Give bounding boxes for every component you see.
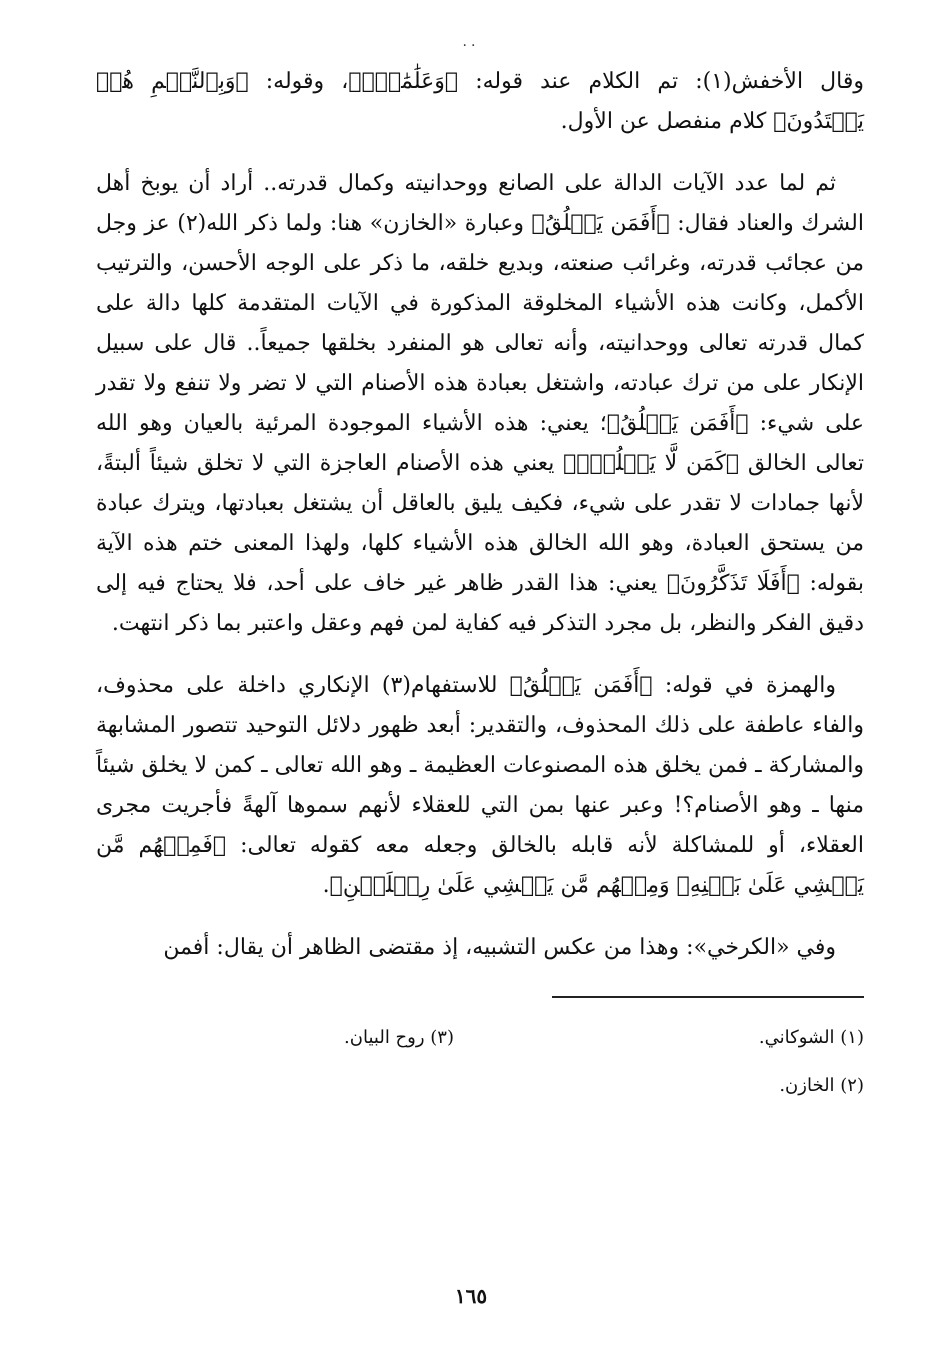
footnotes: [96, 1016, 864, 1112]
paragraph-1: وقال الأخفش(١): تم الكلام عند قوله: ﴿وَعَلَٰمَٰتٍۚ﴾، وقوله: ﴿وَبِٱلنَّجۡمِ هُمۡ يَهۡتَدُونَ﴾ كلام منفصل عن الأول.: [96, 69, 864, 134]
footnote-1: (١) الشوكاني.: [758, 1027, 864, 1048]
footnote-3: (٣) روح البيان.: [344, 1027, 454, 1048]
top-mark: ..: [462, 34, 480, 50]
paragraph-3: والهمزة في قوله: ﴿أَفَمَن يَخۡلُقُ﴾ للاستفهام(٣) الإنكاري داخلة على محذوف، والفاء عاطفة على ذلك المحذوف، والتقدير: أبعد ظهور دلائل التوحيد تتصور المشابهة والمشاركة ـ فمن يخلق هذه المصنوعات العظيمة ـ وهو الله تعالى ـ كمن لا يخلق شيئاً منها ـ وهو الأصنام؟! وعبر عنها بمن التي للعقلاء لأنهم سموها آلهةً فأجريت مجرى العقلاء، أو للمشاكلة لأنه قابله بالخالق وجعله معه كقوله تعالى: ﴿فَمِنۡهُم مَّن يَمۡشِي عَلَىٰ بَطۡنِهِۦ وَمِنۡهُم مَّن يَمۡشِي عَلَىٰ رِجۡلَيۡنِ﴾.: [96, 673, 864, 898]
footnote-2: (٢) الخازن.: [779, 1075, 864, 1096]
footnote-separator: [552, 996, 864, 998]
paragraph-4: وفي «الكرخي»: وهذا من عكس التشبيه، إذ مقتضى الظاهر أن يقال: أفمن: [163, 935, 836, 960]
paragraph-2: ثم لما عدد الآيات الدالة على الصانع ووحدانيته وكمال قدرته.. أراد أن يوبخ أهل الشرك والعناد فقال: ﴿أَفَمَن يَخۡلُقُ﴾ وعبارة «الخازن» هنا: ولما ذكر الله(٢) عز وجل من عجائب قدرته، وغرائب صنعته، وبديع خلقه، ما ذكر على الوجه الأحسن، والترتيب الأكمل، وكانت هذه الأشياء المخلوقة المذكورة في الآيات المتقدمة كلها دالة على كمال قدرته تعالى ووحدانيته، وأنه تعالى هو المنفرد بخلقها جميعاً.. قال على سبيل الإنكار على من ترك عبادته، واشتغل بعبادة هذه الأصنام التي لا تضر ولا تنفع ولا تقدر على شيء: ﴿أَفَمَن يَخۡلُقُ﴾؛ يعني: هذه الأشياء الموجودة المرئية بالعيان وهو الله تعالى الخالق ﴿كَمَن لَّا يَخۡلُقُۚ﴾ يعني هذه الأصنام العاجزة التي لا تخلق شيئاً ألبتةً، لأنها جمادات لا تقدر على شيء، فكيف يليق بالعاقل أن يشتغل بعبادتها، ويترك عبادة من يستحق العبادة، وهو الله الخالق هذه الأشياء كلها، ولهذا المعنى ختم هذه الآية بقوله: ﴿أَفَلَا تَذَكَّرُونَ﴾ يعني: هذا القدر ظاهر غير خاف على أحد، فلا يحتاج فيه إلى دقيق الفكر والنظر، بل مجرد التذكر فيه كفاية لمن فهم وعقل واعتبر بما ذكر انتهت.: [96, 171, 864, 636]
page-number: ١٦٥: [454, 1284, 488, 1308]
body-text: [96, 62, 864, 968]
